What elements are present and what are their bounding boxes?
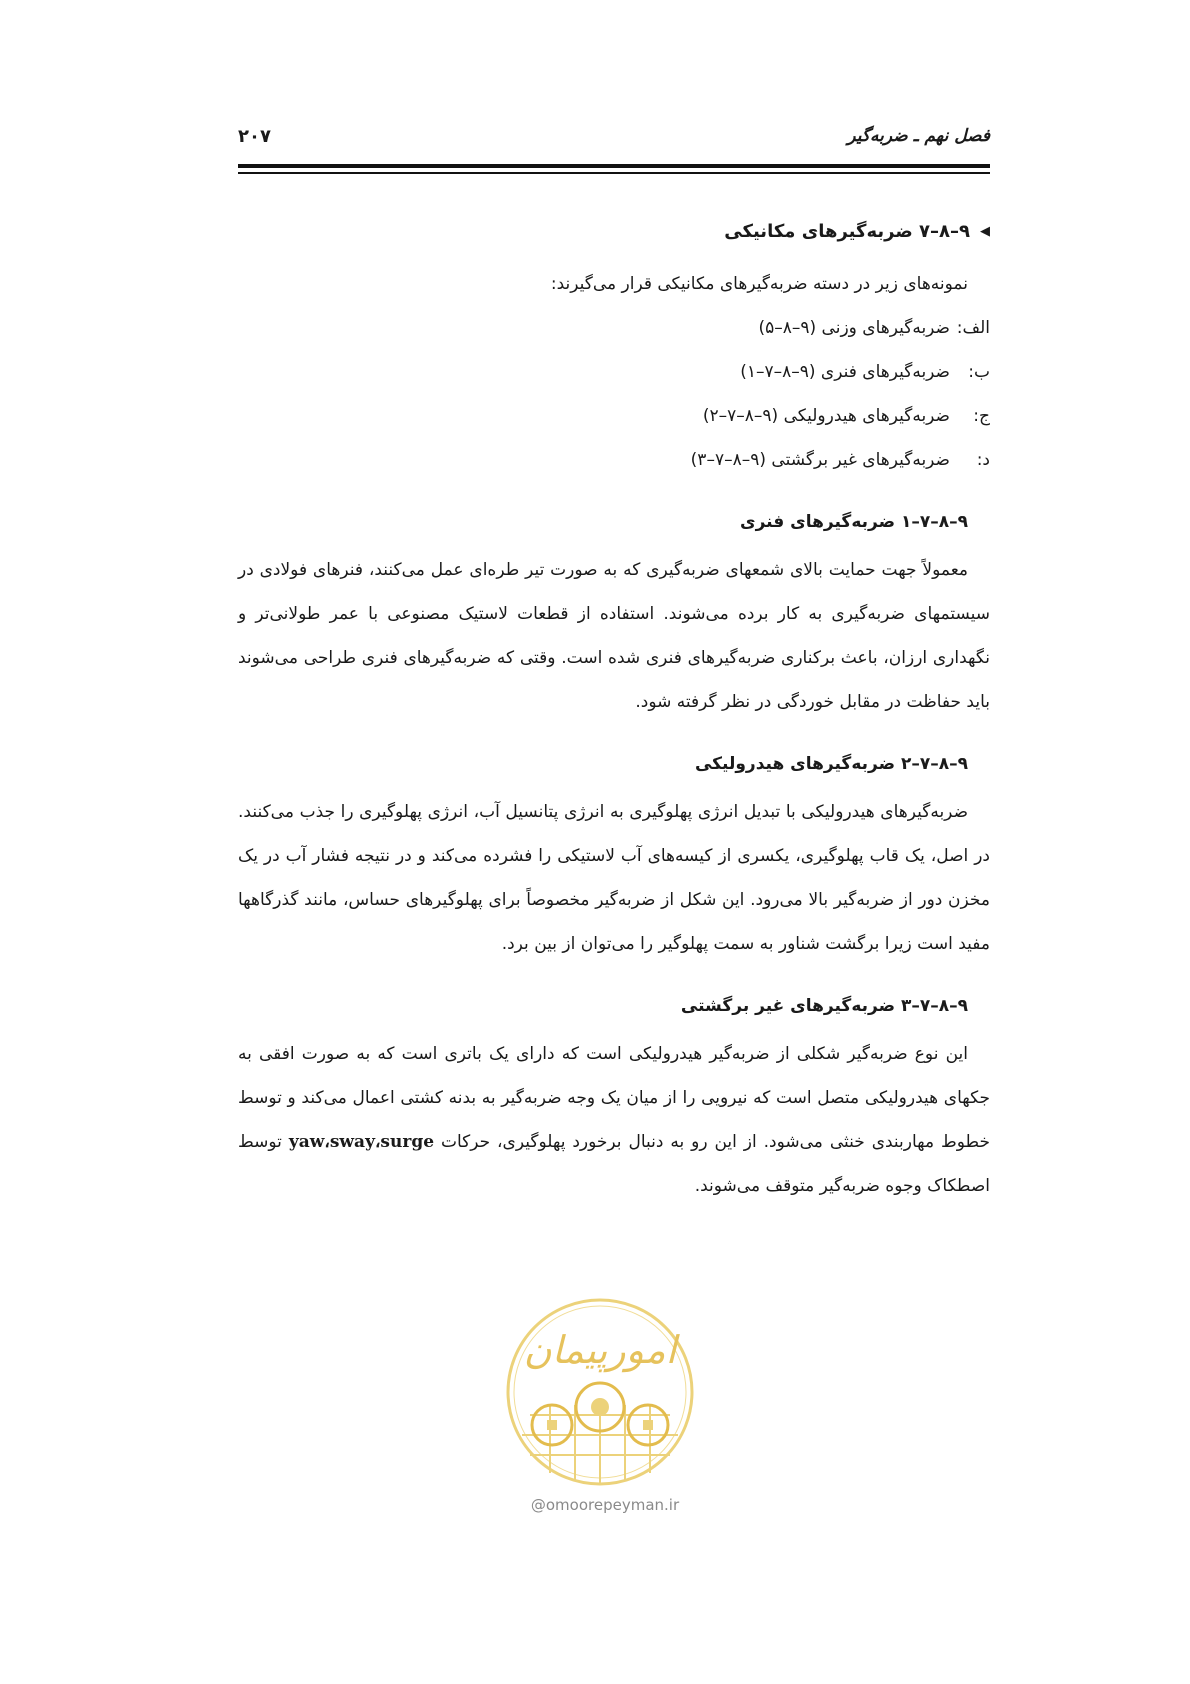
fender-type-list xyxy=(238,306,990,482)
paragraph-non-return xyxy=(238,1032,990,1208)
logo-text: امورپیمان xyxy=(523,1328,677,1372)
paragraph-spring: معمولاً جهت حمایت بالای شمعهای ضربه‌گیری که به صورت تیر طره‌ای عمل می‌کنند، فنرهای فولادی در سیستمهای ضربه‌گیری به کار برده می‌شوند. استفاده از قطعات لاستیک مصنوعی با عمر طولانی‌تر و نگهداری ارزان، باعث برکناری ضربه‌گیرهای فنری شده است. وقتی که ضربه‌گیرهای فنری طراحی می‌شوند باید حفاظت در مقابل خوردگی در نظر گرفته شود. xyxy=(238,560,990,712)
omoorepeyman-logo xyxy=(500,1295,700,1490)
list-item xyxy=(238,306,990,350)
list-item-label: ج: xyxy=(973,406,990,426)
list-item-label: د: xyxy=(976,450,990,470)
paragraph-text-end: توسط اصطکاک وجوه ضربه‌گیر متوقف می‌شوند. xyxy=(238,1132,990,1196)
list-item xyxy=(238,438,990,482)
subsection-heading-spring: ۹–۸–۷–۱ ضربه‌گیرهای فنری xyxy=(740,512,968,532)
list-item xyxy=(238,394,990,438)
chapter-title: فصل نهم ـ ضربه‌گیر xyxy=(847,126,990,146)
section-intro: نمونه‌های زیر در دسته ضربه‌گیرهای مکانیکی قرار می‌گیرند: xyxy=(550,274,968,294)
list-item xyxy=(238,350,990,394)
list-item-label: ب: xyxy=(968,362,990,382)
list-item-text: ضربه‌گیرهای فنری (۹–۸–۷–۱) xyxy=(740,362,950,382)
paragraph-text: این نوع ضربه‌گیر شکلی از ضربه‌گیر هیدرولیکی است که دارای یک باتری است که به صورت افقی به جکهای هیدرولیکی متصل است که نیرویی را از میان یک وجه ضربه‌گیر به بدنه کشتی اعمال می‌کند و توسط خطوط مهاربندی خنثی می‌شود. از این رو به دنبال برخورد پهلوگیری، حرکات xyxy=(238,1044,991,1152)
section-heading xyxy=(238,210,990,254)
page-number: ۲۰۷ xyxy=(238,126,271,147)
header-rule-thin xyxy=(238,172,990,174)
list-item-text: ضربه‌گیرهای غیر برگشتی (۹–۸–۷–۳) xyxy=(690,450,950,470)
watermark-website: @omoorepeyman.ir xyxy=(530,1496,680,1514)
page-header xyxy=(238,126,990,154)
triangle-right-icon: ◀ xyxy=(980,224,990,239)
list-item-text: ضربه‌گیرهای هیدرولیکی (۹–۸–۷–۲) xyxy=(702,406,950,426)
list-item-text: ضربه‌گیرهای وزنی (۹–۸–۵) xyxy=(758,318,950,338)
header-rule-thick xyxy=(238,164,990,168)
page-content xyxy=(238,210,990,1208)
section-heading-text: ۹–۸–۷ ضربه‌گیرهای مکانیکی xyxy=(724,221,970,242)
subsection-heading-non-return: ۹–۸–۷–۳ ضربه‌گیرهای غیر برگشتی xyxy=(680,996,968,1016)
list-item-label: الف: xyxy=(956,318,990,338)
paragraph-hydraulic: ضربه‌گیرهای هیدرولیکی با تبدیل انرژی پهلوگیری به انرژی پتانسیل آب، انرژی پهلوگیری را جذب می‌کنند. در اصل، یک قاب پهلوگیری، یکسری از کیسه‌های آب لاستیکی را فشرده می‌کند و در نتیجه فشار آب در یک مخزن دور از ضربه‌گیر بالا می‌رود. این شکل از ضربه‌گیر مخصوصاً برای پهلوگیرهای حساس، مانند گذرگاهها مفید است زیرا برگشت شناور به سمت پهلوگیر را می‌توان از بین برد. xyxy=(238,802,990,954)
subsection-heading-hydraulic: ۹–۸–۷–۲ ضربه‌گیرهای هیدرولیکی xyxy=(694,754,968,774)
motion-terms: yaw،sway،surge xyxy=(288,1132,435,1152)
